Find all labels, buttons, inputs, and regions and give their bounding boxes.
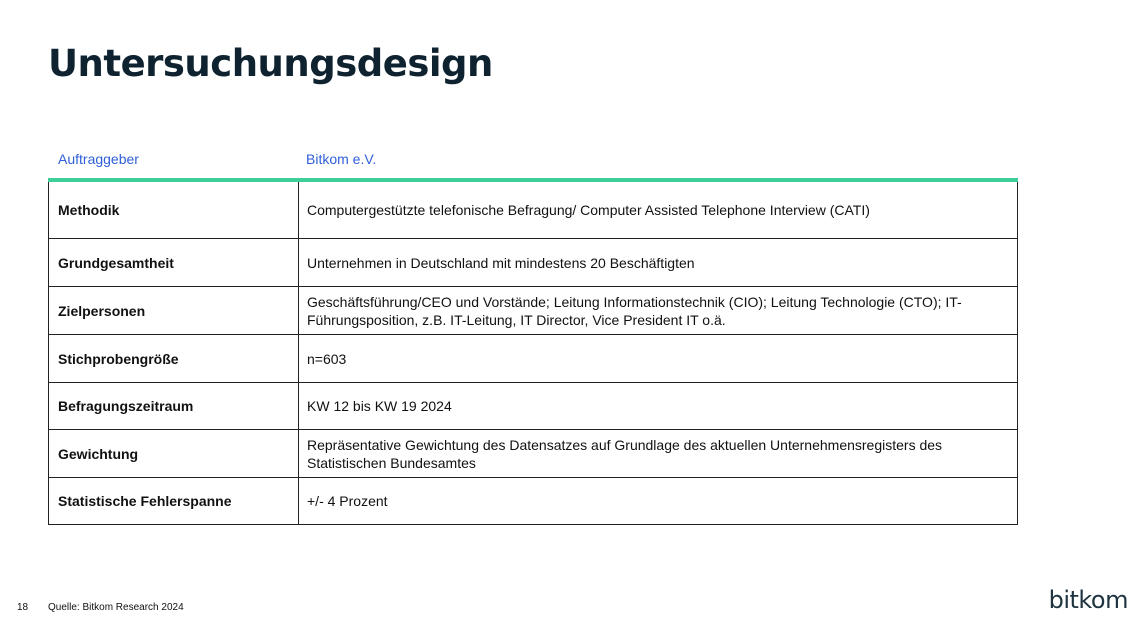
study-design-table (48, 140, 1018, 525)
table-row (49, 430, 1017, 478)
table-row (49, 478, 1017, 525)
table-row (49, 182, 1017, 239)
row-label: Befragungszeitraum (49, 383, 299, 429)
row-label: Gewichtung (49, 430, 299, 477)
row-label: Grundgesamtheit (49, 239, 299, 286)
table-row (49, 287, 1017, 335)
table-row (49, 383, 1017, 430)
row-value: KW 12 bis KW 19 2024 (307, 398, 452, 414)
source-note: Quelle: Bitkom Research 2024 (48, 602, 184, 613)
row-label: Statistische Fehlerspanne (49, 478, 299, 524)
row-value: n=603 (307, 350, 347, 367)
row-label: Zielpersonen (49, 287, 299, 334)
row-value: Repräsentative Gewichtung des Datensatzes auf Grundlage des aktuellen Unternehmensregisters des Statistischen Bundesamtes (307, 436, 943, 471)
row-label: Methodik (49, 182, 299, 238)
header-label: Auftraggeber (58, 151, 139, 167)
bitkom-logo: bitkom (1048, 586, 1128, 614)
row-value: Geschäftsführung/CEO und Vorstände; Leitung Informationstechnik (CIO); Leitung Technologie (CTO); IT-Führungsposition, z.B. IT-Leitung, IT Director, Vice President IT o.ä. (307, 293, 962, 328)
page-title: Untersuchungsdesign (48, 42, 493, 85)
table-body (48, 182, 1018, 525)
table-header-row (48, 140, 1018, 182)
table-row (49, 335, 1017, 383)
row-value: Unternehmen in Deutschland mit mindestens 20 Beschäftigten (307, 254, 695, 271)
row-value: Computergestützte telefonische Befragung/ Computer Assisted Telephone Interview (CATI) (307, 202, 870, 218)
row-value: +/- 4 Prozent (307, 493, 388, 509)
row-label: Stichprobengröße (49, 335, 299, 382)
page-number: 18 (17, 602, 29, 613)
table-row (49, 239, 1017, 287)
header-value: Bitkom e.V. (306, 151, 377, 167)
